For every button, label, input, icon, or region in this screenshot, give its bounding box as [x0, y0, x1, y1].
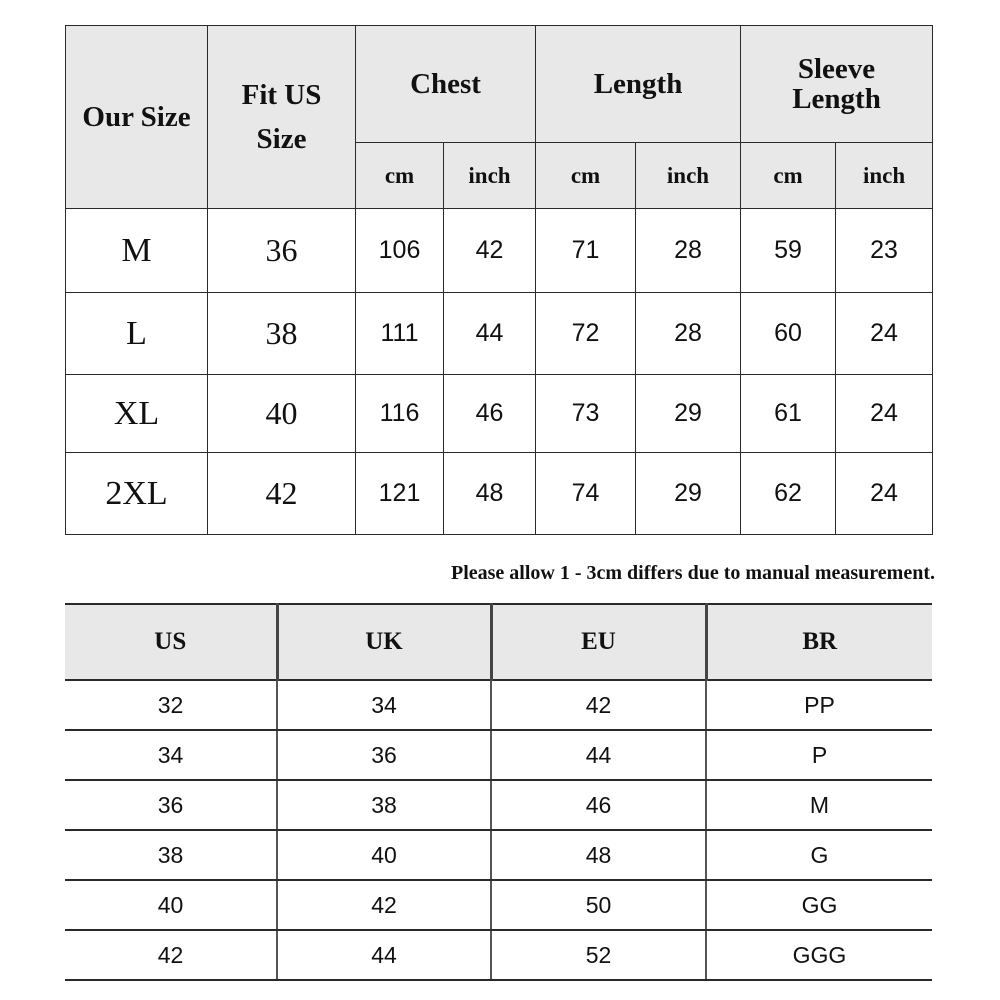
chest-cm-header: cm: [356, 143, 444, 209]
chest-header: Chest: [356, 26, 536, 143]
uk-cell: 38: [277, 780, 491, 830]
chest-inch-cell: 44: [444, 293, 536, 375]
fit-us-header-line1: Fit US: [241, 78, 322, 111]
table-row: [65, 780, 932, 830]
length-inch-cell: 28: [636, 293, 741, 375]
br-cell: G: [706, 830, 932, 880]
uk-cell: 44: [277, 930, 491, 980]
br-cell: P: [706, 730, 932, 780]
length-header: Length: [536, 26, 741, 143]
our-size-cell: L: [66, 293, 208, 375]
size-header-row: [66, 26, 933, 143]
sleeve-inch-header: inch: [836, 143, 933, 209]
us-cell: 32: [65, 680, 277, 730]
us-cell: 34: [65, 730, 277, 780]
size-conversion-table: [65, 603, 932, 981]
sleeve-header-line2: Length: [792, 83, 881, 115]
eu-cell: 46: [491, 780, 706, 830]
eu-header: EU: [491, 604, 706, 680]
length-inch-cell: 29: [636, 453, 741, 535]
sleeve-length-header: [741, 26, 933, 143]
table-row: [65, 830, 932, 880]
our-size-header: Our Size: [66, 26, 208, 209]
sleeve-inch-cell: 24: [836, 453, 933, 535]
length-inch-header: inch: [636, 143, 741, 209]
uk-cell: 34: [277, 680, 491, 730]
chest-cm-cell: 116: [356, 375, 444, 453]
length-inch-cell: 29: [636, 375, 741, 453]
sleeve-cm-cell: 62: [741, 453, 836, 535]
table-row: [65, 880, 932, 930]
table-row: [65, 730, 932, 780]
chest-cm-cell: 106: [356, 209, 444, 293]
br-cell: PP: [706, 680, 932, 730]
length-cm-cell: 71: [536, 209, 636, 293]
eu-cell: 50: [491, 880, 706, 930]
length-cm-cell: 74: [536, 453, 636, 535]
us-header: US: [65, 604, 277, 680]
br-cell: GGG: [706, 930, 932, 980]
sleeve-inch-cell: 23: [836, 209, 933, 293]
table-row: [66, 293, 933, 375]
length-cm-cell: 73: [536, 375, 636, 453]
table-row: [66, 209, 933, 293]
our-size-cell: M: [66, 209, 208, 293]
measurement-note: Please allow 1 - 3cm differs due to manual measurement.: [450, 562, 935, 584]
chest-inch-cell: 48: [444, 453, 536, 535]
fit-us-cell: 36: [208, 209, 356, 293]
chest-cm-cell: 121: [356, 453, 444, 535]
our-size-cell: 2XL: [66, 453, 208, 535]
size-chart-table: [65, 25, 933, 535]
sleeve-cm-cell: 60: [741, 293, 836, 375]
eu-cell: 48: [491, 830, 706, 880]
fit-us-cell: 40: [208, 375, 356, 453]
table-row: [66, 375, 933, 453]
eu-cell: 44: [491, 730, 706, 780]
fit-us-header-line2: Size: [256, 123, 307, 155]
sleeve-cm-header: cm: [741, 143, 836, 209]
sleeve-cm-cell: 59: [741, 209, 836, 293]
uk-cell: 40: [277, 830, 491, 880]
fit-us-cell: 38: [208, 293, 356, 375]
our-size-cell: XL: [66, 375, 208, 453]
chest-inch-header: inch: [444, 143, 536, 209]
table-row: [65, 680, 932, 730]
sleeve-header-line1: Sleeve: [797, 52, 876, 85]
br-cell: GG: [706, 880, 932, 930]
br-header: BR: [706, 604, 932, 680]
table-row: [66, 453, 933, 535]
us-cell: 40: [65, 880, 277, 930]
sleeve-cm-cell: 61: [741, 375, 836, 453]
fit-us-cell: 42: [208, 453, 356, 535]
us-cell: 38: [65, 830, 277, 880]
chest-inch-cell: 42: [444, 209, 536, 293]
uk-cell: 42: [277, 880, 491, 930]
table-row: [65, 930, 932, 980]
length-cm-header: cm: [536, 143, 636, 209]
us-cell: 36: [65, 780, 277, 830]
uk-cell: 36: [277, 730, 491, 780]
sleeve-inch-cell: 24: [836, 375, 933, 453]
eu-cell: 52: [491, 930, 706, 980]
eu-cell: 42: [491, 680, 706, 730]
chest-inch-cell: 46: [444, 375, 536, 453]
uk-header: UK: [277, 604, 491, 680]
br-cell: M: [706, 780, 932, 830]
sleeve-inch-cell: 24: [836, 293, 933, 375]
fit-us-size-header: [208, 26, 356, 209]
length-cm-cell: 72: [536, 293, 636, 375]
chest-cm-cell: 111: [356, 293, 444, 375]
length-inch-cell: 28: [636, 209, 741, 293]
us-cell: 42: [65, 930, 277, 980]
conversion-header-row: [65, 604, 932, 680]
